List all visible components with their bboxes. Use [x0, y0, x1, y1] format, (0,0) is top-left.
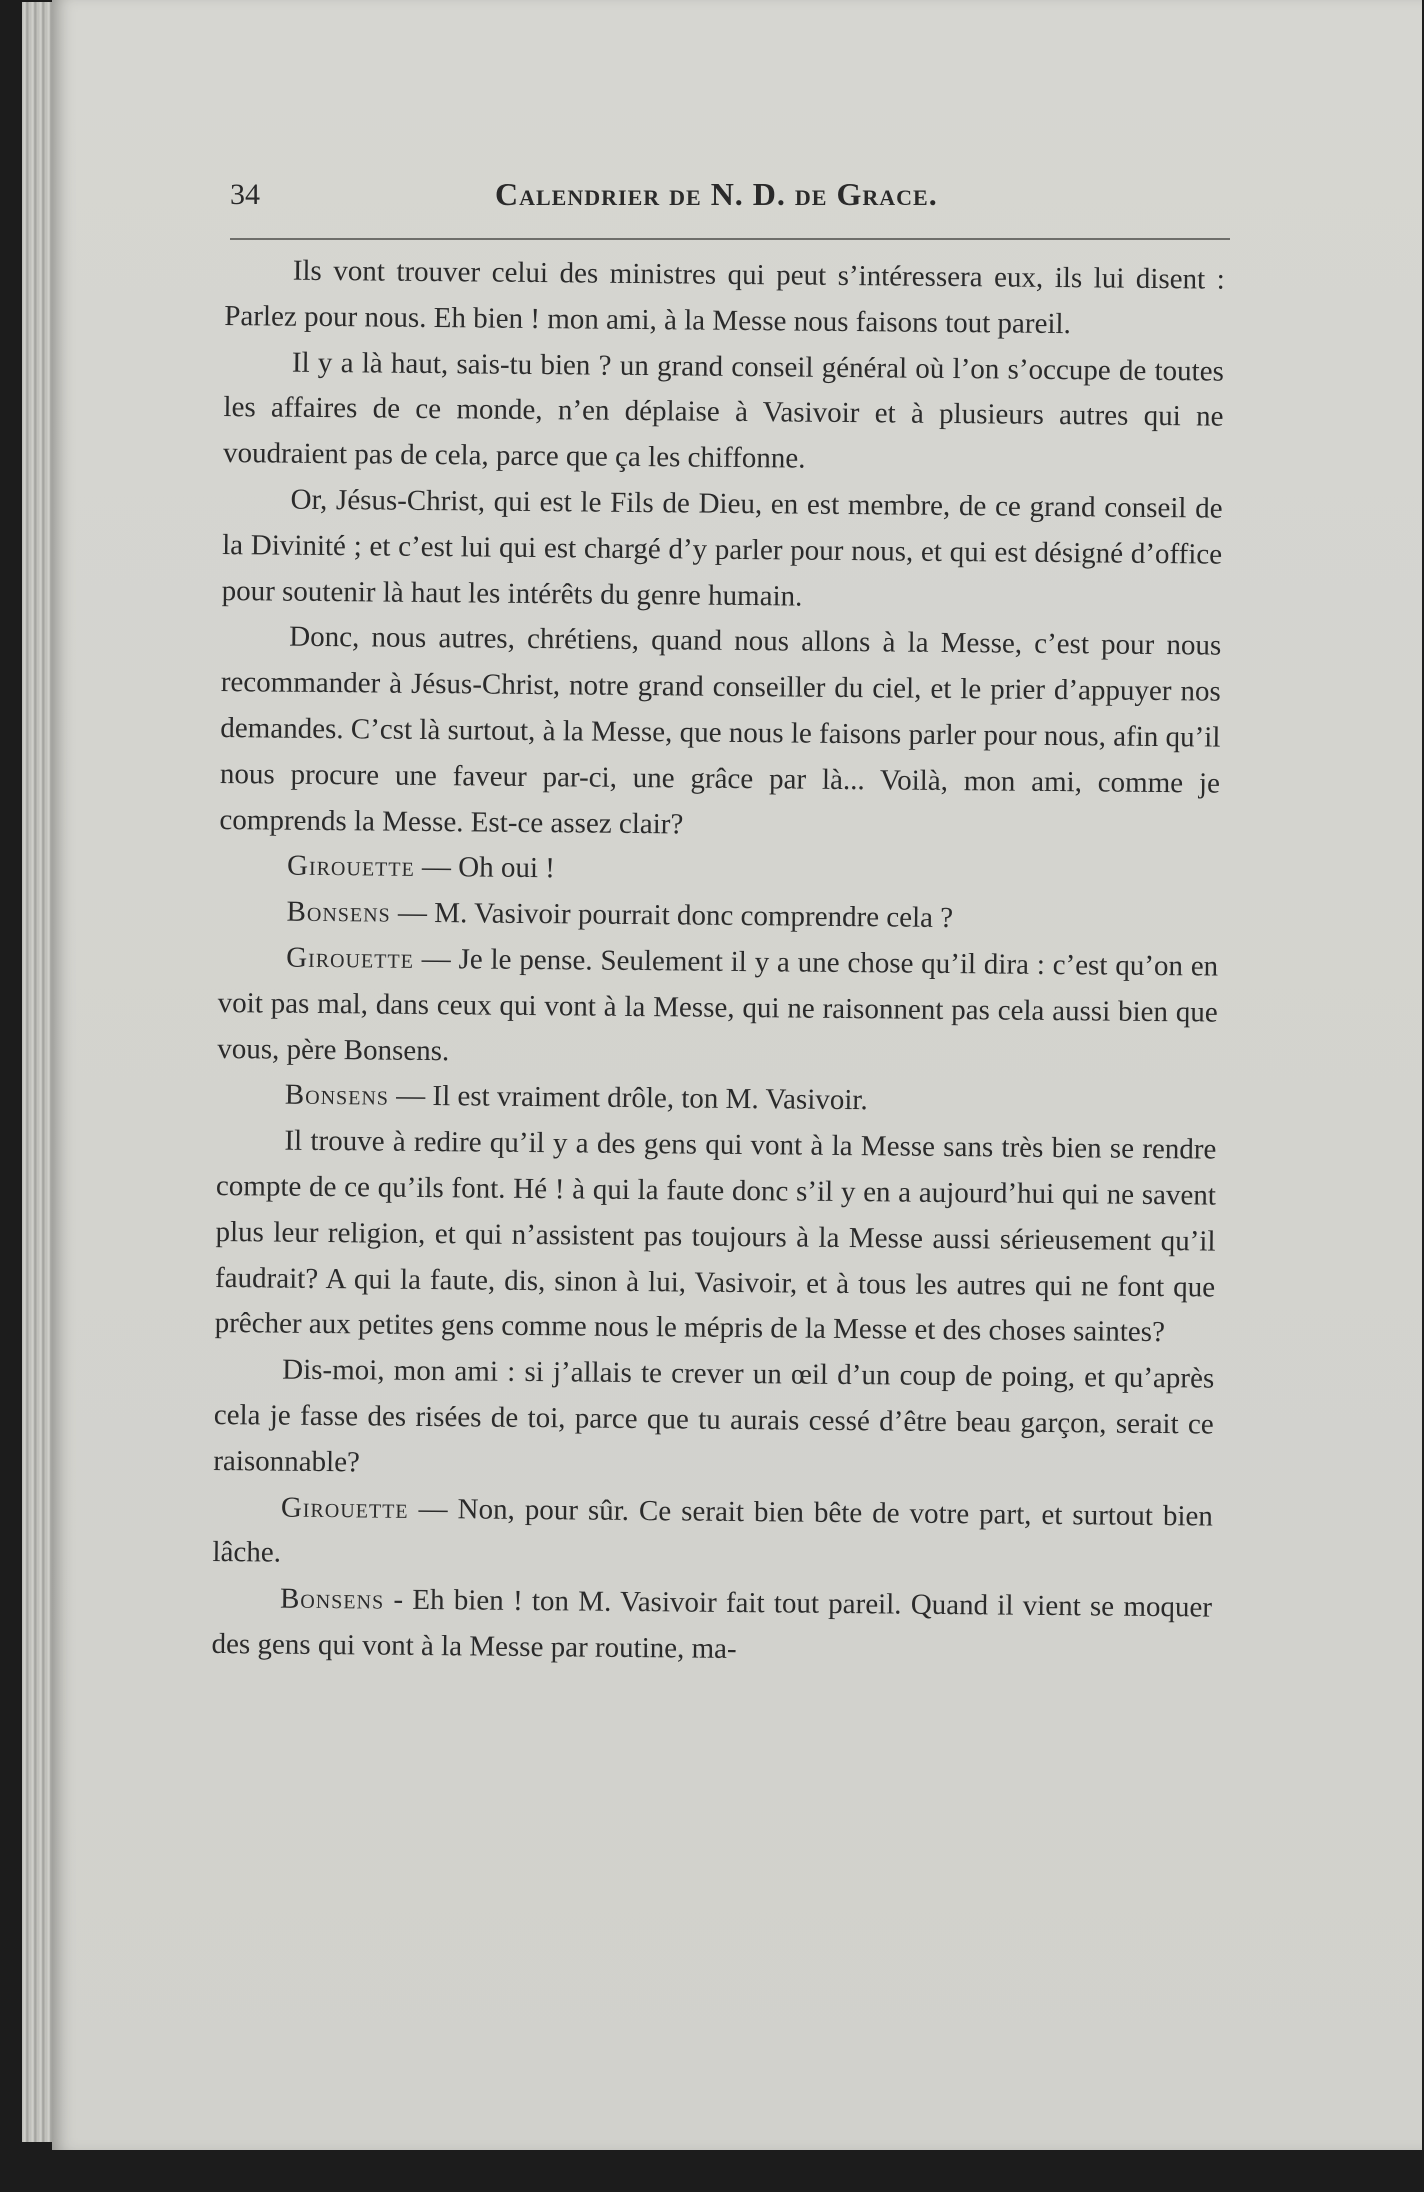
- speaker-name: Bonsens: [284, 1078, 390, 1112]
- paragraph-text: Or, Jésus-Christ, qui est le Fils de Dieu, en est membre, de ce grand conseil de la Divinité ; et c’est lui qui est chargé d’y parler pour nous, et qui est désigné d’office pour soutenir là haut les intérêts du genre humain.: [221, 483, 1223, 613]
- speaker-name: Bonsens: [286, 895, 391, 929]
- paragraph-text: Ils vont trouver celui des ministres qui peut s’intéressera eux, ils lui disent : Parlez pour nous. Eh bien ! mon ami, à la Messe nous faisons tout pareil.: [224, 254, 1225, 340]
- dialogue-text: — Il est vraiment drôle, ton M. Vasivoir.: [396, 1080, 868, 1117]
- paragraph-text: Il y a là haut, sais-tu bien ? un grand conseil général où l’on s’occupe de toutes les affaires de ce monde, n’en déplaise à Vasivoir et à plusieurs autres qui ne voudraient pas de cela, parce que ça les chiffonne.: [222, 346, 1225, 475]
- paragraph: [221, 477, 1222, 624]
- dialogue-text: - Eh bien ! ton M. Vasivoir fait tout pareil. Quand il vient se moquer des gens qui vont à la Messe par routine, ma-: [211, 1583, 1213, 1665]
- running-head: [230, 170, 1230, 220]
- dialogue-text: — M. Vasivoir pourrait donc comprendre cela ?: [397, 896, 954, 935]
- paragraph: [219, 614, 1221, 853]
- paragraph: [213, 1347, 1214, 1494]
- paragraph: [214, 1118, 1216, 1357]
- speaker-name: Girouette: [286, 849, 415, 884]
- speaker-name: Girouette: [280, 1491, 409, 1525]
- speaker-name: Bonsens: [279, 1582, 385, 1616]
- paragraph-text: Dis-moi, mon ami : si j’allais te crever un œil d’un coup de poing, et qu’après cela je fasse des risées de toi, parce que tu aurais cessé d’être beau garçon, serait ce raisonnable?: [213, 1353, 1215, 1479]
- paragraph-text: Donc, nous autres, chrétiens, quand nous allons à la Messe, c’est pour nous recommander à Jésus-Christ, notre grand conseiller du ciel, et le prier d’appuyer nos demandes. C’cst là surtout, à la Messe, que nous le faisons parler pour nous, afin qu’il nous procure une faveur par-ci, une grâce par là... Voilà, mon ami, comme je comprends la Messe. Est-ce assez clair?: [219, 621, 1222, 840]
- dialogue-text: — Je le pense. Seulement il y a une chose qu’il dira : c’est qu’on en voit pas mal, dans ceux qui vont à la Messe, qui ne raisonnent pas cela aussi bien que vous, père Bonsens.: [217, 942, 1219, 1067]
- paragraph: [224, 248, 1225, 349]
- page-number: 34: [230, 178, 260, 211]
- dialogue-line: [212, 1484, 1213, 1585]
- speaker-name: Girouette: [286, 941, 415, 975]
- dialogue-line: [211, 1576, 1212, 1677]
- dialogue-line: [217, 935, 1218, 1082]
- dialogue-text: — Oh oui !: [421, 851, 556, 885]
- body-text: [211, 248, 1225, 1677]
- running-title: Calendrier de N. D. de Grace.: [495, 176, 938, 212]
- paragraph: [223, 340, 1224, 487]
- paragraph-text: Il trouve à redire qu’il y a des gens qui vont à la Messe sans très bien se rendre compte de ce qu’ils font. Hé ! à qui la faute donc s’il y en a aujourd’hui qui ne savent plus leur religion, et qui n’assistent pas toujours à la Messe aussi sérieusement qu’il faudrait? A qui la faute, dis, sinon à lui, Vasivoir, et à tous les autres qui ne font que prêcher aux petites gens comme nous le mépris de la Messe et des choses saintes?: [214, 1124, 1217, 1349]
- dialogue-text: — Non, pour sûr. Ce serait bien bête de votre part, et surtout bien lâche.: [212, 1492, 1214, 1569]
- header-rule: [230, 238, 1230, 240]
